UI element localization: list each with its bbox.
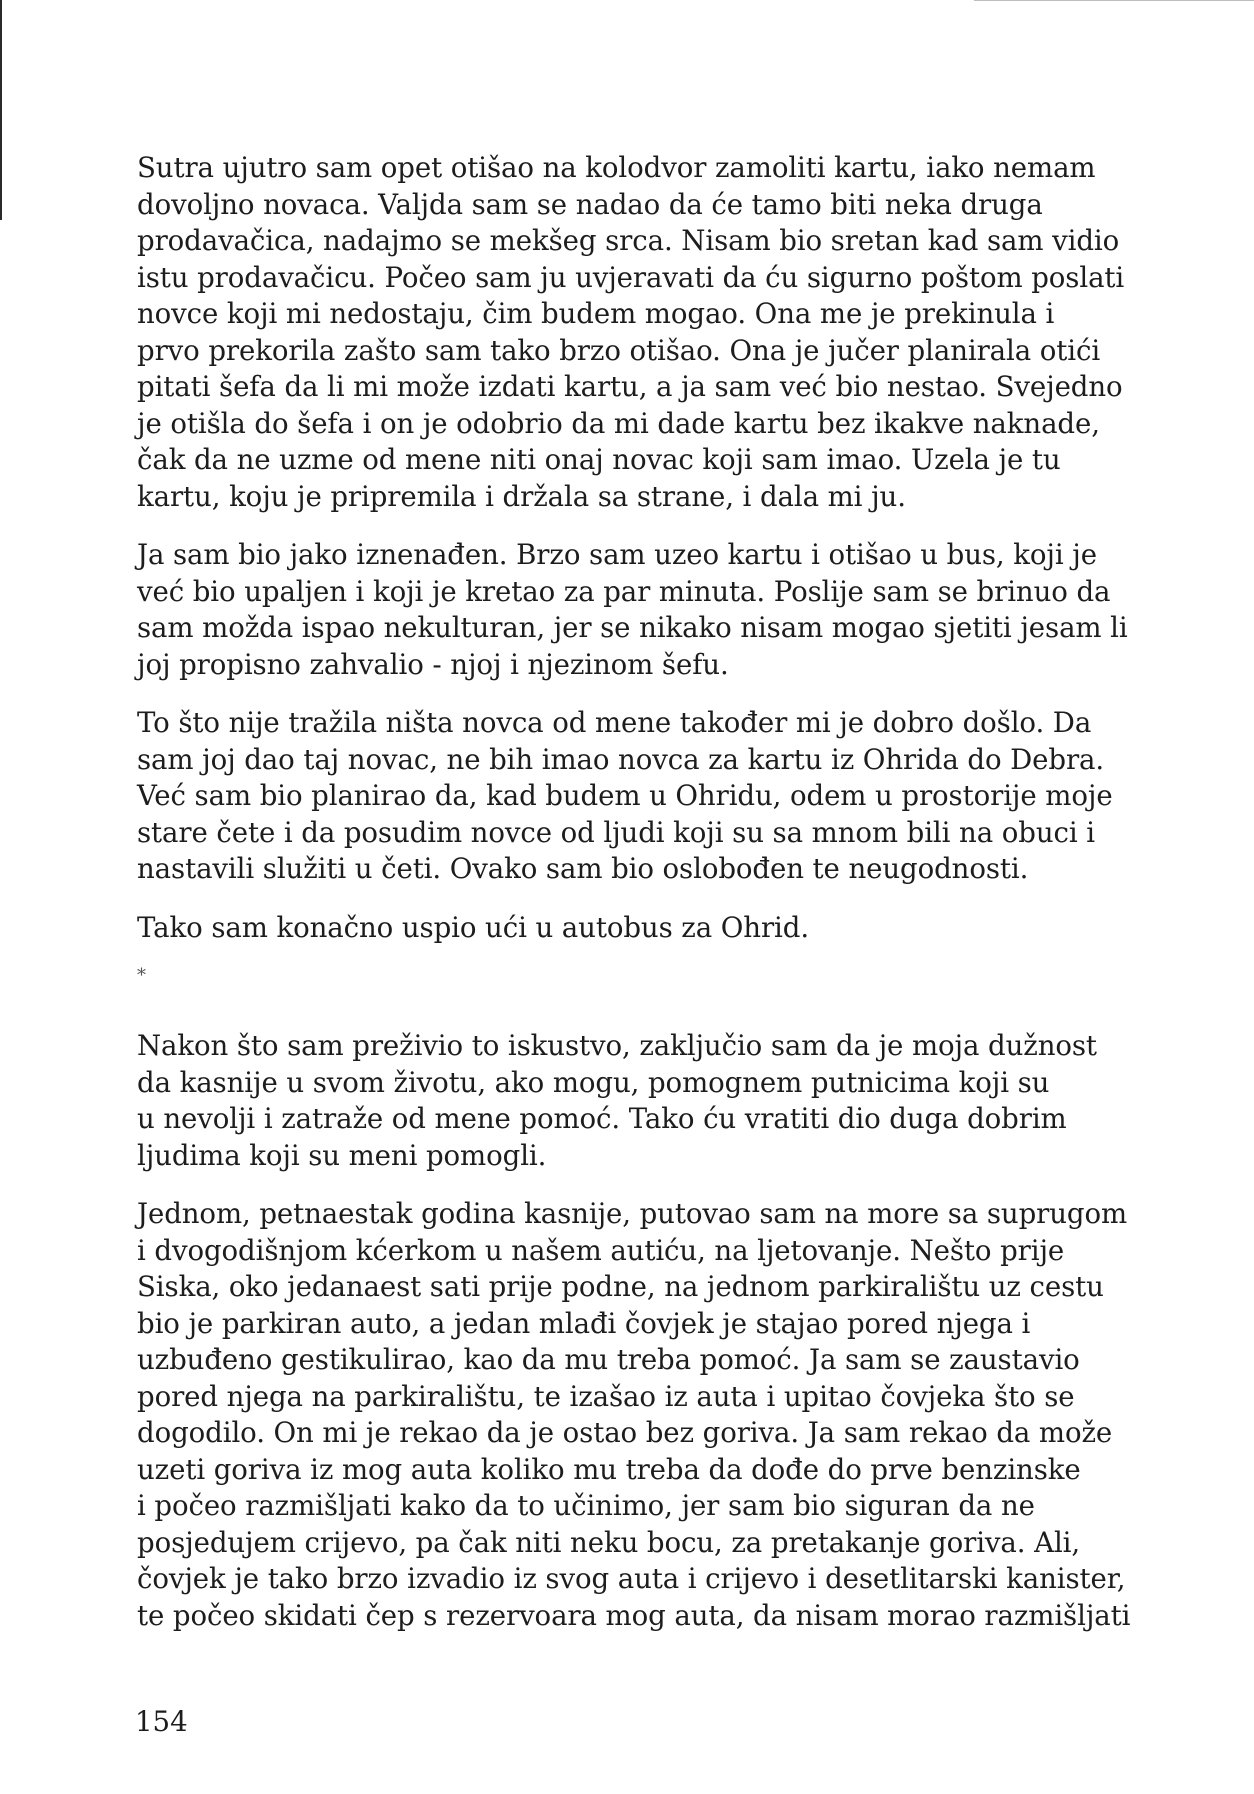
- section-separator: *: [137, 965, 146, 986]
- text-line: pitati šefa da li mi može izdati kartu, a ja sam već bio nestao. Svejedno: [137, 370, 1123, 403]
- text-line: nastavili služiti u četi. Ovako sam bio oslobođen te neugodnosti.: [137, 852, 1029, 885]
- text-line: stare čete i da posudim novce od ljudi koji su sa mnom bili na obuci i: [137, 815, 1095, 849]
- text-line: da kasnije u svom životu, ako mogu, pomognem putnicima koji su: [137, 1065, 1050, 1099]
- text-line: u nevolji i zatraže od mene pomoć. Tako ću vratiti dio duga dobrim: [137, 1102, 1067, 1135]
- text-line: dogodilo. On mi je rekao da je ostao bez goriva. Ja sam rekao da može: [137, 1416, 1113, 1449]
- text-line: bio je parkiran auto, a jedan mlađi čovjek je stajao pored njega i: [137, 1306, 1031, 1340]
- text-line: prvo prekorila zašto sam tako brzo otišao. Ona je jučer planirala otići: [137, 333, 1101, 367]
- text-line: uzeti goriva iz mog auta koliko mu treba da dođe do prve benzinske: [137, 1452, 1081, 1486]
- page-number: 154: [135, 1705, 188, 1738]
- text-line: sam joj dao taj novac, ne bih imao novca za kartu iz Ohrida do Debra.: [137, 742, 1105, 776]
- text-line: Siska, oko jedanaest sati prije podne, na jednom parkiralištu uz cestu: [137, 1270, 1104, 1303]
- text-line: pored njega na parkiralištu, te izašao iz auta i upitao čovjeka što se: [137, 1379, 1075, 1413]
- text-line: i dvogodišnjom kćerkom u našem autiću, na ljetovanje. Nešto prije: [137, 1233, 1065, 1267]
- text-line: čak da ne uzme od mene niti onaj novac koji sam imao. Uzela je tu: [137, 443, 1061, 476]
- text-line: čovjek je tako brzo izvadio iz svog auta i crijevo i desetlitarski kanister,: [137, 1562, 1126, 1595]
- scan-edge-left: [0, 0, 2, 220]
- text-line: Tako sam konačno uspio ući u autobus za Ohrid.: [137, 910, 809, 944]
- text-line: prodavačica, nadajmo se mekšeg srca. Nisam bio sretan kad sam vidio: [137, 224, 1120, 257]
- text-line: joj propisno zahvalio - njoj i njezinom šefu.: [137, 647, 729, 681]
- paragraph-group-before: [137, 150, 1128, 946]
- text-line: istu prodavačicu. Počeo sam ju uvjeravati da ću sigurno poštom poslati: [137, 260, 1125, 294]
- text-line: kartu, koju je pripremila i držala sa strane, i dala mi ju.: [137, 479, 906, 513]
- text-line: To što nije tražila ništa novca od mene također mi je dobro došlo. Da: [137, 706, 1092, 739]
- page-body: [137, 150, 1131, 1656]
- text-line: posjedujem crijevo, pa čak niti neku bocu, za pretakanje goriva. Ali,: [137, 1525, 1081, 1559]
- text-line: sam možda ispao nekulturan, jer se nikako nisam mogao sjetiti jesam li: [137, 611, 1128, 644]
- paragraph-group-after: [137, 1028, 1131, 1634]
- paragraph: [137, 1196, 1131, 1634]
- text-line: već bio upaljen i koji je kretao za par minuta. Poslije sam se brinuo da: [137, 574, 1111, 608]
- text-line: uzbuđeno gestikulirao, kao da mu treba pomoć. Ja sam se zaustavio: [137, 1343, 1080, 1376]
- text-line: dovoljno novaca. Valjda sam se nadao da će tamo biti neka druga: [137, 187, 1043, 221]
- text-line: te počeo skidati čep s rezervoara mog auta, da nisam morao razmišljati: [137, 1598, 1131, 1632]
- scan-edge-top: [974, 0, 1254, 1]
- text-line: Sutra ujutro sam opet otišao na kolodvor zamoliti kartu, iako nemam: [137, 151, 1096, 184]
- text-line: je otišla do šefa i on je odobrio da mi dade kartu bez ikakve naknade,: [137, 406, 1100, 440]
- paragraph: [137, 537, 1128, 683]
- text-line: i počeo razmišljati kako da to učinimo, jer sam bio siguran da ne: [137, 1489, 1035, 1522]
- text-line: Jednom, petnaestak godina kasnije, putovao sam na more sa suprugom: [137, 1197, 1128, 1230]
- paragraph: [137, 910, 1117, 947]
- text-line: Nakon što sam preživio to iskustvo, zaključio sam da je moja dužnost: [137, 1029, 1097, 1062]
- text-line: Ja sam bio jako iznenađen. Brzo sam uzeo kartu i otišao u bus, koji je: [137, 538, 1097, 571]
- text-line: ljudima koji su meni pomogli.: [137, 1138, 547, 1172]
- paragraph: [137, 150, 1125, 515]
- text-line: Već sam bio planirao da, kad budem u Ohridu, odem u prostorije moje: [137, 779, 1113, 812]
- paragraph: [137, 705, 1117, 888]
- text-line: novce koji mi nedostaju, čim budem mogao. Ona me je prekinula i: [137, 297, 1055, 330]
- paragraph: [137, 1028, 1117, 1174]
